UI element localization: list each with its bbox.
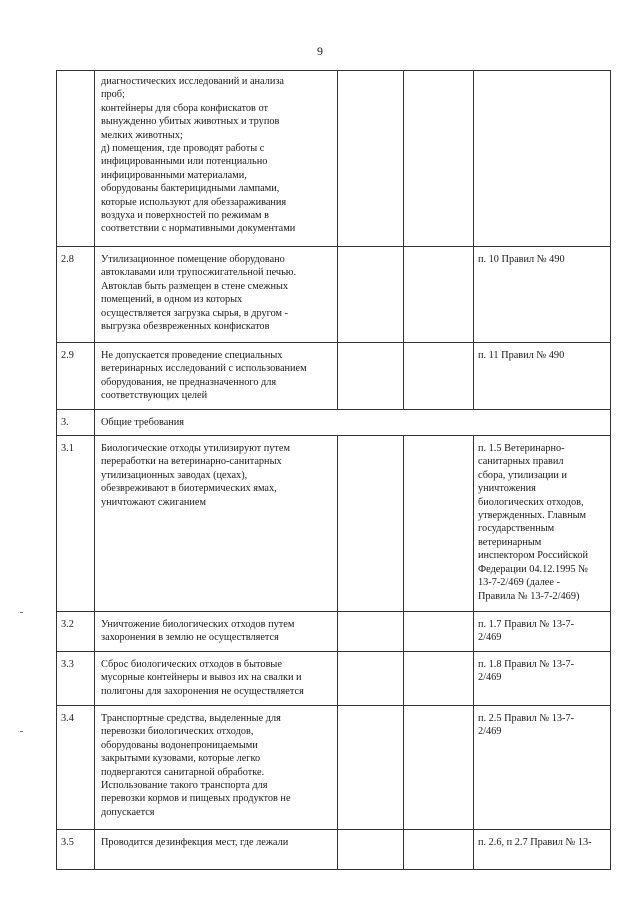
table-row: [57, 830, 611, 870]
answer-cell: [338, 436, 404, 612]
row-number: 3.5: [57, 830, 95, 870]
answer-cell: [338, 343, 404, 410]
answer-cell: [338, 247, 404, 343]
legal-reference: п. 1.5 Ветеринарно- санитарных правил сбора, утилизации и уничтожения биологических отходов, утвержденных. Главным государственным ветеринарным инспектором Российской Федерации 04.12.1995 № 13-7-2/469 (далее - Правила № 13-7-2/469): [474, 436, 611, 612]
row-number: 3.3: [57, 652, 95, 706]
answer-cell: [404, 71, 474, 247]
answer-cell: [404, 612, 474, 652]
requirement-text: Проводится дезинфекция мест, где лежали: [95, 830, 338, 870]
row-number: 2.9: [57, 343, 95, 410]
answer-cell: [404, 247, 474, 343]
requirement-text: Уничтожение биологических отходов путем захоронения в землю не осуществляется: [95, 612, 338, 652]
requirement-text: Биологические отходы утилизируют путем переработки на ветеринарно-санитарных утилизационных заводах (цехах), обезвреживают в биотермических ямах, уничтожают сжиганием: [95, 436, 338, 612]
answer-cell: [404, 436, 474, 612]
table-row: [57, 612, 611, 652]
answer-cell: [404, 652, 474, 706]
table-row: [57, 436, 611, 612]
legal-reference: п. 2.5 Правил № 13-7- 2/469: [474, 706, 611, 830]
answer-cell: [338, 652, 404, 706]
requirement-text: Утилизационное помещение оборудовано автоклавами или трупосжигательной печью. Автоклав быть размещен в стене смежных помещений, в одном из которых осуществляется загрузка сырья, в другом - выгрузка обезвреженных конфискатов: [95, 247, 338, 343]
answer-cell: [338, 612, 404, 652]
requirements-table: [56, 70, 611, 870]
section-number: 3.: [57, 409, 95, 435]
requirement-text: Сброс биологических отходов в бытовые мусорные контейнеры и вывоз их на свалки и полигоны для захоронения не осуществляется: [95, 652, 338, 706]
row-number: 2.8: [57, 247, 95, 343]
answer-cell: [338, 71, 404, 247]
row-number: 3.1: [57, 436, 95, 612]
legal-reference: п. 1.8 Правил № 13-7- 2/469: [474, 652, 611, 706]
section-title: Общие требования: [95, 409, 611, 435]
margin-mark: [20, 612, 23, 613]
section-header-row: [57, 409, 611, 435]
table-row: [57, 247, 611, 343]
requirement-text: Не допускается проведение специальных ветеринарных исследований с использованием оборудования, не предназначенного для соответствующих целей: [95, 343, 338, 410]
requirement-text: диагностических исследований и анализа проб; контейнеры для сбора конфискатов от вынужденно убитых животных и трупов мелких животных; д) помещения, где проводят работы с инфицированными или потенциально инфицированными материалами, оборудованы бактерицидными лампами, которые используют для обеззараживания воздуха и поверхностей по режимам в соответствии с нормативными документами: [95, 71, 338, 247]
answer-cell: [338, 830, 404, 870]
answer-cell: [404, 343, 474, 410]
answer-cell: [404, 706, 474, 830]
table-row: [57, 71, 611, 247]
legal-reference: п. 11 Правил № 490: [474, 343, 611, 410]
legal-reference: [474, 71, 611, 247]
answer-cell: [404, 830, 474, 870]
row-number: [57, 71, 95, 247]
legal-reference: п. 1.7 Правил № 13-7- 2/469: [474, 612, 611, 652]
page-number: 9: [317, 44, 323, 58]
requirement-text: Транспортные средства, выделенные для перевозки биологических отходов, оборудованы водонепроницаемыми закрытыми кузовами, которые легко подвергаются санитарной обработке. Использование такого транспорта для перевозки кормов и пищевых продуктов не допускается: [95, 706, 338, 830]
table-row: [57, 652, 611, 706]
legal-reference: п. 10 Правил № 490: [474, 247, 611, 343]
answer-cell: [338, 706, 404, 830]
table-row: [57, 343, 611, 410]
table-row: [57, 706, 611, 830]
row-number: 3.2: [57, 612, 95, 652]
margin-mark: [20, 731, 23, 732]
row-number: 3.4: [57, 706, 95, 830]
legal-reference: п. 2.6, п 2.7 Правил № 13-: [474, 830, 611, 870]
